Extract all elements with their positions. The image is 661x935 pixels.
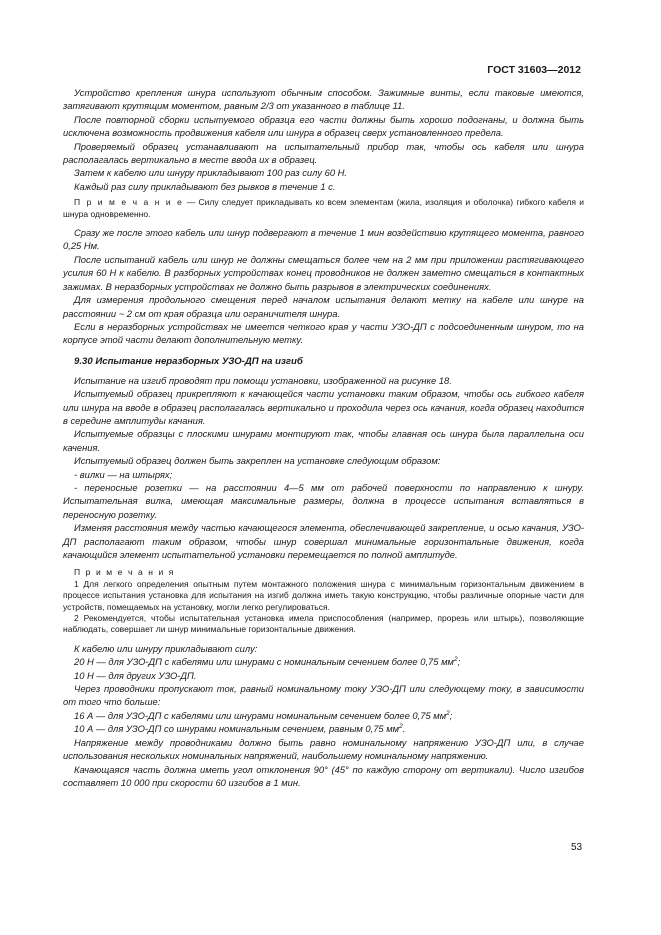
note-item: 1 Для легкого определения опытным путем монтажного положения шнура с минимальным горизонтальным движением в процессе испытания установка для испытания на изгиб должна иметь такую конструкцию, чтобы различные опорные части для устройств, помещаемых на установку, могли легко регулироваться.: [63, 578, 584, 612]
paragraph: После повторной сборки испытуемого образца его части должны быть хорошо подогнаны, и должна быть исключена возможность продвижения кабеля или шнура в образец сверх установленного предела.: [63, 113, 584, 139]
page-number: 53: [571, 842, 583, 853]
list-item: - переносные розетки — на расстоянии 4—5 мм от рабочей поверхности по направлению к шнуру. Испытательная вилка, имеющая максимальные размеры, должна в процессе испытания вставляться в переносную розетку.: [63, 481, 584, 520]
force-line: 20 Н — для УЗО-ДП с кабелями или шнурами с номинальным сечением более 0,75 $мм^2$;: [74, 656, 461, 668]
paragraph: Проверяемый образец устанавливают на испытательный прибор так, чтобы ось кабеля или шнура располагалась вертикально в месте ввода их в образец.: [63, 140, 584, 166]
note-item: 2 Рекомендуется, чтобы испытательная установка имела приспособления (например, прорезь или штырь), позволяющие наблюдать, совершает ли шнур минимальные горизонтальные движения.: [63, 613, 584, 635]
paragraph: Изменяя расстояния между частью качающегося элемента, обеспечивающей закрепление, и осью качания, УЗО-ДП располагают таким образом, чтобы шнур совершал минимальные горизонтальные движения, когда качающийся элемент испытательной установки перемещается по полной амплитуде.: [63, 522, 584, 560]
note: [63, 197, 584, 220]
paragraph: Испытание на изгиб проводят при помощи установки, изображенной на рисунке 18.: [74, 374, 452, 386]
paragraph: После испытаний кабель или шнур не должны смещаться более чем на 2 мм при приложении растягивающего усилия 60 Н к кабелю. В разборных устройствах конец проводников не должен заметно смещаться в контактных зажимах. В неразборных устройствах не должно быть разрывов в электрических соединениях.: [63, 253, 584, 292]
paragraph: Качающаяся часть должна иметь угол отклонения 90° (45° по каждую сторону от вертикали). Число изгибов составляет 10 000 при скорости 60 изгибов в 1 мин.: [63, 763, 584, 788]
current-line: 10 А — для УЗО-ДП со шнурами номинальным сечением, равным 0,75 $мм^2$.: [74, 723, 406, 735]
paragraph: Напряжение между проводниками должно быть равно номинальному напряжению УЗО-ДП или, в случае использования нескольких номинальных напряжений, наибольшему номинальному напряжению.: [63, 736, 584, 762]
paragraph: К кабелю или шнуру прикладывают силу:: [74, 642, 258, 654]
paragraph: Устройство крепления шнура используют обычным способом. Зажимные винты, если таковые имеются, затягивают крутящим моментом, равным 2/3 от указанного в таблице 11.: [63, 87, 584, 112]
list-item: - вилки — на штырях;: [74, 468, 173, 480]
paragraph: Испытуемый образец должен быть закреплен на установке следующим образом:: [74, 455, 441, 467]
section-heading: 9.30 Испытание неразборных УЗО-ДП на изгиб: [74, 355, 303, 367]
paragraph: Испытуемый образец прикрепляют к качающейся части установки таким образом, чтобы ось гибкого кабеля или шнура на вводе в образец располагалась вертикально и проходила через ось качания, когда образец находится в середине амплитуды качания.: [63, 388, 584, 426]
paragraph: Если в неразборных устройствах не имеется четкого края у части УЗО-ДП с подсоединенным шнуром, то на корпусе этой части делают дополнительную метку.: [63, 320, 584, 346]
note-label: П р и м е ч а н и е: [74, 197, 184, 208]
current-line: 16 А — для УЗО-ДП с кабелями или шнурами номинальным сечением более 0,75 $мм^2$;: [74, 709, 453, 721]
paragraph: Через проводники пропускают ток, равный номинальному току УЗО-ДП или следующему току, в зависимости от того что больше:: [63, 683, 584, 708]
paragraph: Испытуемые образцы с плоскими шнурами монтируют так, чтобы главная ось шнура была параллельна оси качения.: [63, 428, 584, 453]
notes-label: П р и м е ч а н и я: [74, 567, 176, 578]
document-body: [63, 86, 584, 789]
paragraph: Каждый раз силу прикладывают без рывков в течение 1 с.: [74, 180, 336, 192]
standard-header: ГОСТ 31603—2012: [487, 64, 581, 76]
paragraph: Сразу же после этого кабель или шнур подвергают в течение 1 мин воздействию крутящего момента, равного 0,25 Нм.: [63, 227, 584, 252]
paragraph: Затем к кабелю или шнуру прикладывают 100 раз силу 60 Н.: [74, 167, 348, 179]
note-text: — Силу следует прикладывать ко всем элементам (жила, изоляция и оболочка) гибкого кабеля и шнура одновременно.: [63, 197, 584, 219]
paragraph: Для измерения продольного смещения перед началом испытания делают метку на кабеле или шнуре на расстоянии ~ 2 см от края образца или ограничителя шнура.: [63, 294, 584, 319]
force-line: 10 Н — для других УЗО-ДП.: [74, 669, 197, 681]
